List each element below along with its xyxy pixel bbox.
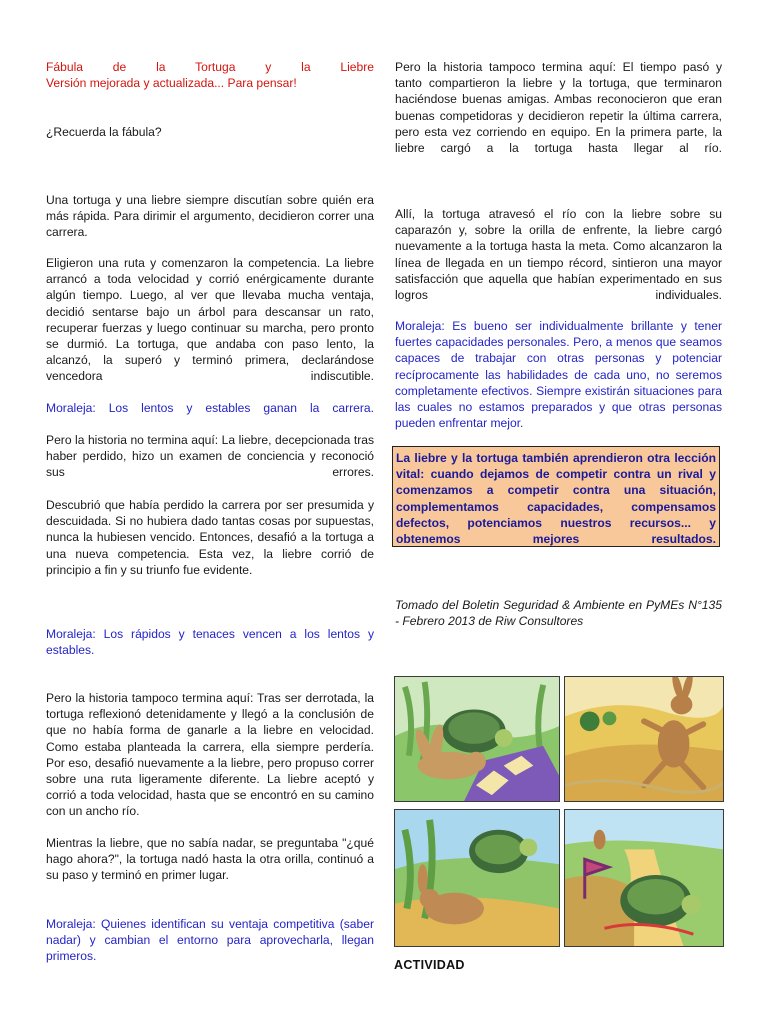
- title-line-1: Fábula de la Tortuga y la Liebre: [46, 60, 374, 74]
- question: ¿Recuerda la fábula?: [46, 125, 162, 139]
- illustration-panel-tortoise-finish: [564, 809, 724, 947]
- highlight-box: [392, 446, 720, 547]
- title-line-2: Versión mejorada y actualizada... Para pensar!: [46, 76, 297, 90]
- illustration-panel-start: [394, 676, 560, 802]
- source-note: Tomado del Boletin Seguridad & Ambiente en PyMEs N°135 - Febrero 2013 de Riw Consultores: [395, 598, 722, 629]
- illustration-grid: [394, 676, 724, 947]
- tortoise-finish-image: [565, 810, 723, 946]
- hare-resting-image: [395, 810, 559, 946]
- paragraph-3: Pero la historia no termina aquí: La liebre, decepcionada tras haber perdido, hizo un examen de conciencia y reconoció sus errores.: [46, 433, 374, 480]
- hare-running-image: [565, 677, 723, 801]
- paragraph-right-2: Allí, la tortuga atravesó el río con la liebre sobre su caparazón y, sobre la orilla de enfrente, la liebre cargó nuevamente a la tortuga hasta la meta. Como alcanzaron la línea de llegada en un tiempo récord, sintieron una mayor satisfacción que aquella que habían experimentado en sus logros individuales.: [395, 207, 722, 303]
- highlight-box-text: La liebre y la tortuga también aprendieron otra lección vital: cuando dejamos de competir contra un rival y comenzamos a competir contra una situación, complementamos capacidades, compensamos defectos, potenciamos nuestros recursos... y obtenemos mejores resultados.: [396, 451, 716, 547]
- paragraph-right-1: Pero la historia tampoco termina aquí: El tiempo pasó y tanto compartieron la liebre y la tortuga, que terminaron haciéndose buenas amigas. Ambas reconocieron que eran buenas competidoras y decidieron repetir la última carrera, pero esta vez corriendo en equipo. En la primera parte, la liebre cargó a la tortuga hasta llegar al río.: [395, 60, 722, 156]
- moral-2: Moraleja: Los rápidos y tenaces vencen a los lentos y estables.: [46, 627, 374, 658]
- actividad-heading: ACTIVIDAD: [394, 958, 465, 972]
- paragraph-1: Una tortuga y una liebre siempre discutían sobre quién era más rápida. Para dirimir el argumento, decidieron correr una carrera.: [46, 193, 374, 240]
- hare-and-tortoise-start-image: [395, 677, 559, 801]
- moral-4: Moraleja: Es bueno ser individualmente brillante y tener fuertes capacidades personales. Pero, a menos que seamos capaces de trabajar con otras personas y potenciar recíprocamente las habilidades de cada uno, no seremos completamente efectivos. Siempre existirán situaciones para las cuales no estamos preparados y que otras personas pueden enfrentar mejor.: [395, 319, 722, 431]
- illustration-panel-hare-resting: [394, 809, 560, 947]
- paragraph-5: Pero la historia tampoco termina aquí: Tras ser derrotada, la tortuga reflexionó detenidamente y llegó a la conclusión de que no había forma de ganarle a la liebre en velocidad. Como estaba planteada la carrera, ella siempre perdería. Por eso, desafió nuevamente a la liebre, pero propuso correr sobre una ruta ligeramente diferente. La liebre aceptó y corrió a toda velocidad, hasta que se encontró en su camino con un ancho río.: [46, 691, 374, 819]
- illustration-panel-hare-running: [564, 676, 724, 802]
- moral-1: Moraleja: Los lentos y estables ganan la carrera.: [46, 401, 374, 415]
- moral-3: Moraleja: Quienes identifican su ventaja competitiva (saber nadar) y cambian el entorno para aprovecharla, llegan primeros.: [46, 917, 374, 964]
- paragraph-6: Mientras la liebre, que no sabía nadar, se preguntaba "¿qué hago ahora?", la tortuga nadó hasta la otra orilla, continuó a su paso y terminó en primer lugar.: [46, 836, 374, 883]
- paragraph-4: Descubrió que había perdido la carrera por ser presumida y descuidada. Si no hubiera dado tantas cosas por supuestas, nunca la hubiesen vencido. Entonces, desafió a la tortuga a una nueva competencia. Esta vez, la liebre corrió de principio a fin y su triunfo fue evidente.: [46, 498, 374, 577]
- paragraph-2: Eligieron una ruta y comenzaron la competencia. La liebre arrancó a toda velocidad y corrió enérgicamente durante algún tiempo. Luego, al ver que llevaba mucha ventaja, decidió sentarse bajo un árbol para descansar un rato, recuperar fuerzas y luego continuar su marcha, pero pronto se durmió. La tortuga, que andaba con paso lento, la alcanzó, la superó y terminó primera, declarándose vencedora indiscutible.: [46, 256, 374, 384]
